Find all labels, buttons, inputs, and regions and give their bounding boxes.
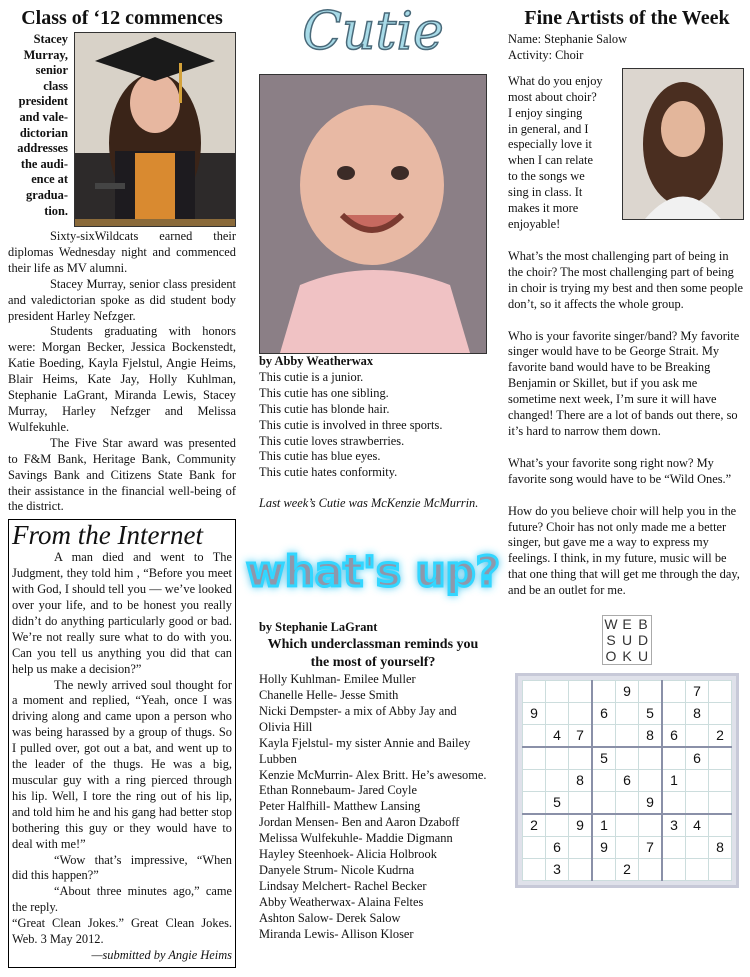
paragraph: Students graduating with honors were: Morgan Becker, Jessica Bockenstedt, Katie Boeding, Kayla Fjelstul, Angie Heims, Blair Heims, Kate Jay, Holly Kuhlman, Stephanie LaGrant, Miranda Lewis, Stacey Murray, Harley Nefzger and Melissa Wulfekuhle.: [8, 324, 236, 434]
sudoku-cell[interactable]: [546, 814, 569, 837]
paragraph: “Wow that’s impressive, “When did this happen?”: [12, 852, 232, 883]
sudoku-cell[interactable]: [616, 837, 639, 859]
interview-line: when I can relate: [508, 153, 593, 168]
sudoku-cell[interactable]: [686, 725, 709, 748]
sudoku-row: [523, 725, 732, 748]
interview-line: makes it more enjoyable!: [508, 201, 579, 231]
sudoku-cell[interactable]: [546, 703, 569, 725]
first-question: [508, 74, 618, 233]
cutie-fact: This cutie is involved in three sports.: [259, 417, 443, 432]
caption-line: addresses: [17, 141, 68, 156]
sudoku-cell[interactable]: 9: [639, 792, 663, 815]
whats-up-logo-art: [246, 534, 500, 614]
sudoku-cell[interactable]: [662, 703, 686, 725]
sudoku-logo-letter: E: [622, 616, 632, 633]
photo-caption: [8, 32, 68, 227]
sudoku-cell[interactable]: [592, 725, 616, 748]
caption-line: senior: [35, 63, 68, 78]
interview-answer: Who is your favorite singer/band? My favorite singer would have to be George Strait. My favorite band would have to be Breaking Benjamin or Skillet, but if you ask me sometime next week, I’m sure it will have changed! There are a lot of bands out there, so it’s hard to narrow them down.: [508, 328, 740, 438]
interview-line: sing in class. It: [508, 185, 583, 200]
graduation-photo: [74, 32, 236, 227]
answer-line: Nicki Dempster- a mix of Abby Jay and Olivia Hill: [259, 703, 457, 734]
sudoku-cell[interactable]: [523, 792, 546, 815]
artist-portrait-image: [623, 69, 743, 219]
answer-line: Danyele Strum- Nicole Kudrna: [259, 862, 415, 877]
sudoku-cell[interactable]: 1: [592, 814, 616, 837]
answer-line: Holly Kuhlman- Emilee Muller: [259, 672, 416, 687]
sudoku-cell[interactable]: [569, 703, 593, 725]
sudoku-cell[interactable]: [686, 792, 709, 815]
sudoku-cell[interactable]: [523, 681, 546, 703]
sudoku-row: [523, 770, 732, 792]
sudoku-cell[interactable]: [523, 725, 546, 748]
caption-line: and vale-: [19, 109, 68, 124]
sudoku-cell[interactable]: [639, 859, 663, 881]
whats-up-logo-text: what's up?: [246, 547, 500, 597]
whats-up-question: Which underclassman reminds you the most of yourself?: [267, 637, 479, 671]
web-sudoku-logo: [602, 615, 652, 665]
sudoku-cell[interactable]: [686, 837, 709, 859]
cutie-logo-art: [278, 1, 468, 61]
sudoku-row: [523, 814, 732, 837]
cutie-fact: This cutie is a junior.: [259, 369, 364, 384]
sudoku-logo-letter: U: [637, 648, 649, 665]
sudoku-cell[interactable]: 9: [592, 837, 616, 859]
caption-line: dictorian: [19, 125, 68, 140]
caption-line: Stacey: [33, 32, 68, 46]
sudoku-row: [523, 747, 732, 770]
sudoku-cell[interactable]: 7: [569, 725, 593, 748]
sudoku-cell[interactable]: [569, 681, 593, 703]
cutie-fact: This cutie has blonde hair.: [259, 401, 390, 416]
sudoku-logo-letter: D: [637, 632, 649, 649]
whats-up-byline: by Stephanie LaGrant: [259, 620, 378, 635]
sudoku-cell[interactable]: [569, 859, 593, 881]
sudoku-cell[interactable]: [686, 859, 709, 881]
sudoku-cell[interactable]: [546, 681, 569, 703]
sudoku-cell[interactable]: [546, 770, 569, 792]
answer-line: Kenzie McMurrin- Alex Britt. He’s awesome.: [259, 767, 487, 782]
artist-interview: [508, 249, 746, 599]
sudoku-cell[interactable]: 3: [662, 814, 686, 837]
answer-line: Kayla Fjelstul- my sister Annie and Bailey Lubben: [259, 735, 471, 766]
sudoku-cell[interactable]: 5: [639, 703, 663, 725]
graduation-photo-block: [8, 32, 236, 227]
sudoku-cell[interactable]: [616, 703, 639, 725]
sudoku-cell[interactable]: [709, 792, 732, 815]
sudoku-cell[interactable]: [569, 792, 593, 815]
sudoku-cell[interactable]: [662, 681, 686, 703]
graduate-speaker-image: [75, 33, 235, 226]
cutie-byline: by Abby Weatherwax: [259, 354, 374, 368]
graduation-article: [8, 229, 236, 515]
sudoku-cell[interactable]: 5: [592, 747, 616, 770]
sudoku-row: [523, 837, 732, 859]
sudoku-cell[interactable]: 2: [523, 814, 546, 837]
sudoku-cell[interactable]: 1: [662, 770, 686, 792]
sudoku-cell[interactable]: [523, 859, 546, 881]
sudoku-cell[interactable]: [639, 747, 663, 770]
answer-line: Ashton Salow- Derek Salow: [259, 910, 401, 925]
baby-image: [260, 75, 486, 353]
sudoku-cell[interactable]: [616, 747, 639, 770]
sudoku-grid: [522, 680, 732, 881]
paragraph: The Five Star award was presented to F&M Bank, Heritage Bank, Community Savings Bank and Citizens State Bank for their assistance in the financial well-being of the district.: [8, 435, 236, 514]
sudoku-cell[interactable]: [569, 837, 593, 859]
interview-line: I enjoy singing: [508, 105, 583, 120]
sudoku-cell[interactable]: [662, 747, 686, 770]
sudoku-logo-letter: U: [621, 632, 633, 649]
interview-answer: What’s the most challenging part of being in the choir? The most challenging part of being in choir is trying my best and then some people don’t, so it affects the whole group.: [508, 248, 744, 311]
sudoku-cell[interactable]: [709, 747, 732, 770]
sudoku-cell[interactable]: [709, 859, 732, 881]
cutie-facts: [259, 370, 487, 481]
sudoku-cell[interactable]: 2: [616, 859, 639, 881]
answer-line: Chanelle Helle- Jesse Smith: [259, 687, 399, 702]
cutie-logo: [259, 0, 487, 62]
sudoku-cell[interactable]: 6: [616, 770, 639, 792]
sudoku-row: [523, 792, 732, 815]
sudoku-cell[interactable]: [592, 792, 616, 815]
sudoku-cell[interactable]: 4: [546, 725, 569, 748]
interview-answer: How do you believe choir will help you in the future? Choir has not only made me a better singer, but gave me a way to express my feelings. I think, in my future, music will be that one thing that will get me through the day, and be an outlet for me.: [508, 503, 740, 598]
sudoku-cell[interactable]: [592, 859, 616, 881]
answer-line: Ethan Ronnebaum- Jared Coyle: [259, 783, 417, 798]
interview-line: especially love it: [508, 137, 592, 152]
sudoku-cell[interactable]: [616, 725, 639, 748]
sudoku-cell[interactable]: [546, 747, 569, 770]
answer-line: Jordan Mensen- Ben and Aaron Dzaboff: [259, 815, 460, 830]
sudoku-cell[interactable]: 4: [686, 814, 709, 837]
sudoku-row: [523, 681, 732, 703]
interview-line: in general, and I: [508, 121, 589, 136]
sudoku-cell[interactable]: 8: [639, 725, 663, 748]
paragraph: “About three minutes ago,” came the reply.: [12, 884, 232, 915]
interview-line: to the songs we: [508, 169, 585, 184]
source-citation: “Great Clean Jokes.” Great Clean Jokes. Web. 3 May 2012.: [12, 916, 232, 947]
sudoku-cell[interactable]: [686, 770, 709, 792]
sudoku-cell[interactable]: 8: [709, 837, 732, 859]
answer-line: Hayley Steenhoek- Alicia Holbrook: [259, 847, 437, 862]
sudoku-cell[interactable]: [592, 681, 616, 703]
answer-line: Lindsay Melchert- Rachel Becker: [259, 878, 427, 893]
column-cutie: [246, 0, 500, 942]
sudoku-logo-letter: B: [638, 616, 648, 633]
sudoku-cell[interactable]: 5: [546, 792, 569, 815]
cutie-baby-photo: [259, 74, 487, 354]
sudoku-cell[interactable]: 8: [569, 770, 593, 792]
sudoku-puzzle: [515, 673, 739, 888]
answer-line: Melissa Wulfekuhle- Maddie Digmann: [259, 831, 453, 846]
sudoku-cell[interactable]: [709, 703, 732, 725]
sudoku-cell[interactable]: [639, 770, 663, 792]
paragraph: Stacey Murray, senior class president and valedictorian spoke as did student body president Harley Nefzger.: [8, 276, 236, 323]
sudoku-row: [523, 703, 732, 725]
headline-fine-artists: Fine Artists of the Week: [524, 7, 730, 29]
sudoku-cell[interactable]: [639, 814, 663, 837]
headline-graduation: Class of ‘12 commences: [21, 7, 223, 29]
artist-activity: Activity: Choir: [508, 47, 584, 62]
sudoku-cell[interactable]: [709, 770, 732, 792]
answer-line: Miranda Lewis- Allison Kloser: [259, 926, 414, 941]
sudoku-cell[interactable]: [523, 837, 546, 859]
caption-line: class: [43, 78, 68, 93]
sudoku-cell[interactable]: 9: [569, 814, 593, 837]
cutie-logo-text: Cutie: [302, 2, 444, 62]
cutie-fact: This cutie has one sibling.: [259, 385, 389, 400]
sudoku-cell[interactable]: [662, 792, 686, 815]
interview-answer: What’s your favorite song right now? My favorite song would have to be “Wild Ones.”: [508, 455, 732, 486]
sudoku-logo-letter: W: [604, 616, 618, 633]
sudoku-cell[interactable]: [709, 681, 732, 703]
sudoku-cell[interactable]: [523, 747, 546, 770]
paragraph: A man died and went to The Judgment, they told him , “Before you meet with God, I should tell you — we’ve looked over your life, and to be honest you really didn’t do anything particularly good or bad. We’re not really sure what to do with you. Can you tell us anything you did that can help us make a decision?”: [12, 550, 232, 676]
sudoku-cell[interactable]: 7: [639, 837, 663, 859]
whats-up-answers: [259, 672, 487, 942]
sudoku-cell[interactable]: [592, 770, 616, 792]
from-the-internet-box: [8, 519, 236, 968]
cutie-fact: This cutie has blue eyes.: [259, 449, 381, 464]
artist-photo: [622, 68, 744, 220]
sudoku-cell[interactable]: 6: [662, 725, 686, 748]
sudoku-cell[interactable]: [662, 859, 686, 881]
sudoku-cell[interactable]: 3: [546, 859, 569, 881]
interview-line: most about choir?: [508, 89, 597, 104]
sudoku-cell[interactable]: [569, 747, 593, 770]
sudoku-cell[interactable]: [662, 837, 686, 859]
caption-line: the audi-: [20, 156, 68, 171]
caption-line: ence at: [31, 172, 68, 187]
sudoku-cell[interactable]: 9: [523, 703, 546, 725]
last-week-cutie: Last week’s Cutie was McKenzie McMurrin.: [259, 496, 479, 511]
sudoku-cell[interactable]: 6: [592, 703, 616, 725]
sudoku-cell[interactable]: [523, 770, 546, 792]
sudoku-cell[interactable]: 8: [686, 703, 709, 725]
answer-line: Peter Halfhill- Matthew Lansing: [259, 799, 421, 814]
sudoku-cell[interactable]: [616, 814, 639, 837]
answer-line: Abby Weatherwax- Alaina Feltes: [259, 894, 424, 909]
sudoku-cell[interactable]: 7: [686, 681, 709, 703]
column-fine-artists: [508, 0, 746, 888]
sudoku-cell[interactable]: 9: [616, 681, 639, 703]
sudoku-logo-letter: K: [622, 648, 632, 665]
caption-line: gradua-: [26, 187, 68, 202]
paragraph: The newly arrived soul thought for a moment and replied, “Yeah, once I was driving along and came upon a person who was being harassed by a group of thugs. So I pulled over, got out a bat, and went up to the leader of the thugs. He was a big, muscular guy with a ring pierced through his lip. Well, I tore the ring out of his lip, and told him he and his gang had better stop bothering this guy or they would have to deal with me!”: [12, 677, 232, 851]
caption-line: Murray,: [23, 47, 68, 62]
cutie-fact: This cutie hates conformity.: [259, 465, 398, 480]
sudoku-cell[interactable]: 6: [546, 837, 569, 859]
sudoku-cell[interactable]: [616, 792, 639, 815]
submitted-by: —submitted by Angie Heims: [91, 947, 232, 962]
sudoku-cell[interactable]: 2: [709, 725, 732, 748]
column-graduation: [8, 0, 236, 968]
sudoku-cell[interactable]: [709, 814, 732, 837]
sudoku-row: [523, 859, 732, 881]
interview-line: What do you enjoy: [508, 73, 603, 88]
artist-name: Name: Stephanie Salow: [508, 32, 628, 46]
whats-up-logo: [246, 532, 500, 616]
caption-line: president: [18, 94, 68, 109]
sudoku-cell[interactable]: 6: [686, 747, 709, 770]
sudoku-logo-letter: S: [606, 632, 616, 649]
sudoku-logo-letter: O: [605, 648, 617, 665]
artist-intro-block: [508, 74, 746, 233]
cutie-fact: This cutie loves strawberries.: [259, 433, 405, 448]
paragraph: Sixty-sixWildcats earned their diplomas Wednesday night and commenced their life as MV alumni.: [8, 229, 236, 275]
sudoku-cell[interactable]: [639, 681, 663, 703]
internet-title: From the Internet: [12, 520, 203, 551]
caption-line: tion.: [44, 203, 68, 218]
